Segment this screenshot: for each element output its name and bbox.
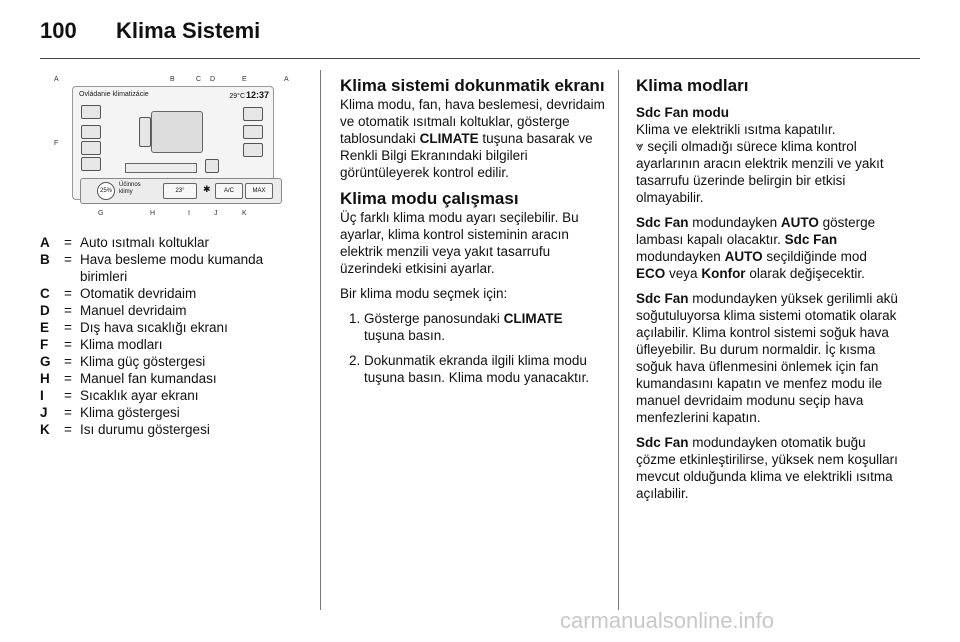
callout-a-left: A [54, 76, 59, 83]
legend-key: C [40, 286, 50, 301]
callout-e: E [242, 76, 247, 83]
legend-text: Klima modları [80, 337, 163, 352]
paragraph-intro [340, 96, 608, 181]
legend-eq: = [64, 337, 72, 352]
legend-text: Manuel devridaim [80, 303, 187, 318]
callout-f: F [54, 140, 59, 147]
status-bar [80, 178, 282, 204]
legend-key: F [40, 337, 49, 352]
callout-i: I [188, 210, 190, 217]
legend-row [40, 387, 310, 404]
legend-text: Sıcaklık ayar ekranı [80, 388, 199, 403]
legend-eq: = [64, 354, 72, 369]
column-divider-1 [320, 70, 321, 610]
mode-name: Sdc Fan [636, 215, 689, 230]
callout-k: K [242, 210, 247, 217]
header-rule [40, 58, 920, 59]
figure-legend [40, 234, 310, 438]
legend-eq: = [64, 422, 72, 437]
legend-row [40, 421, 310, 438]
legend-key: I [40, 388, 44, 403]
paragraph-modes: Üç farklı klima modu ayarı seçilebilir. Bu ayarlar, klima kontrol sisteminin aracın elektrik menzili veya yakıt tasarrufu üzerindeki etkisini ayarlar. [340, 210, 579, 276]
mode-button-3[interactable] [81, 157, 101, 171]
text: gösterge lambası kapalı olacaktır. [636, 215, 876, 247]
text: seçildiğinde mod [766, 249, 867, 264]
step-2: 2. Dokunmatik ekranda ilgili klima modu tuşuna basın. Klima modu yanacaktır. [364, 352, 608, 386]
legend-row [40, 370, 310, 387]
legend-eq: = [64, 405, 72, 420]
watermark: carmanualsonline.info [560, 608, 775, 633]
column-middle [340, 76, 608, 394]
section-heading-mode: Klima modu çalışması [340, 189, 519, 208]
legend-text: Isı durumu göstergesi [80, 422, 210, 437]
seat-heat-right-button[interactable] [243, 107, 263, 121]
legend-row [40, 353, 310, 370]
legend-eq: = [64, 235, 72, 250]
page-title: Klima Sistemi [116, 18, 261, 43]
climate-screen-figure [40, 74, 302, 222]
legend-key: G [40, 354, 51, 369]
auto-label: AUTO [724, 249, 763, 264]
text: modundayken otomatik buğu çözme etkinleştirilirse, yüksek nem koşulları mevcut olduğunda klima ve elektrikli ısıtma açılabilir. [636, 435, 898, 501]
legend-text: Klima göstergesi [80, 405, 180, 420]
callout-h: H [150, 210, 156, 217]
mode-name: Sdc Fan [784, 232, 838, 247]
steps-list [340, 310, 608, 386]
legend-row [40, 285, 310, 302]
climate-key-label: CLIMATE [503, 311, 563, 326]
manual-recirculation-button[interactable] [243, 143, 263, 157]
eco-label-text: ECO [636, 266, 666, 281]
spacer [636, 96, 898, 104]
legend-row [40, 251, 310, 285]
legend-key: E [40, 320, 50, 335]
auto-label: AUTO [780, 215, 819, 230]
seat-airflow-icon [151, 111, 203, 153]
callout-a-right: A [284, 76, 289, 83]
screen-title: Ovládanie klimatizácie [79, 91, 149, 98]
callout-g: G [98, 210, 104, 217]
legend-text: Dış hava sıcaklığı ekranı [80, 320, 228, 335]
climate-key-label: CLIMATE [419, 131, 479, 146]
section-heading-modes: Klima modları [636, 76, 749, 95]
text: seçili olmadığı sürece klima kontrol ayarlarının aracın elektrik menzili ve yakıt tasarrufu üzerinde belirgin bir etkisi olmayabilir. [636, 139, 884, 205]
eco-label: Účinnos klimy [119, 182, 141, 195]
mode-name: Sdc Fan [636, 291, 689, 306]
text: olarak değişecektir. [749, 266, 865, 281]
clock: 12:37 [245, 90, 269, 100]
callout-b: B [170, 76, 175, 83]
mode-name: Sdc Fan [636, 435, 689, 450]
text: modundayken yüksek gerilimli akü soğutuluyorsa klima sistemi otomatik olarak açılabilir. Klima kontrol sistemi soğuk hava üfleyebilir. Bu durum normaldir. İç kısma soğuk hava üflenmesini önlemek için fan kumandasını kapatın ve menfez modu ile manuel devridaim modunu seçip hava menfezlerini kapatın. [636, 291, 898, 425]
legend-eq: = [64, 388, 72, 403]
legend-row [40, 234, 310, 251]
mode-button-1[interactable] [81, 125, 101, 139]
text: modundayken [692, 215, 778, 230]
paragraph-select: Bir klima modu seçmek için: [340, 286, 508, 301]
page-header [40, 18, 920, 58]
legend-text: Manuel fan kumandası [80, 371, 217, 386]
temperature-display: 23° [163, 183, 197, 199]
callout-j: J [214, 210, 218, 217]
konfor-label: Konfor [701, 266, 746, 281]
seat-heat-left-button[interactable] [81, 105, 101, 119]
legend-key: D [40, 303, 50, 318]
paragraph-sdc-1 [636, 121, 898, 206]
fan-icon[interactable] [205, 159, 219, 173]
legend-key: K [40, 422, 50, 437]
paragraph-sdc-4 [636, 434, 898, 502]
legend-eq: = [64, 286, 72, 301]
fan-small-icon: ✱ [203, 184, 211, 194]
text: veya [669, 266, 698, 281]
section-heading-touchscreen: Klima sistemi dokunmatik ekranı [340, 76, 605, 95]
text: tuşuna basarak ve Renkli Bilgi Ekranındaki bilgileri görüntüleyerek kontrol edilir. [340, 131, 593, 180]
paragraph-sdc-2 [636, 214, 898, 282]
legend-text: Hava besleme modu kumanda birimleri [80, 252, 264, 284]
text: Gösterge panosundaki [364, 311, 500, 326]
text: Klima modu, fan, hava beslemesi, devridaim ve otomatik ısıtmalı koltuklar, gösterge tablosundaki [340, 97, 605, 146]
legend-eq: = [64, 252, 72, 267]
legend-key: B [40, 252, 50, 267]
legend-row [40, 302, 310, 319]
legend-text: Otomatik devridaim [80, 286, 197, 301]
fan-off-icon: ⩔ [636, 139, 644, 154]
text: tuşuna basın. [364, 328, 446, 343]
legend-row [40, 319, 310, 336]
legend-row [40, 404, 310, 421]
legend-key: A [40, 235, 50, 250]
auto-recirculation-button[interactable] [243, 125, 263, 139]
max-button[interactable]: MAX [245, 183, 273, 199]
text: modundayken [636, 249, 721, 264]
mode-button-2[interactable] [81, 141, 101, 155]
callout-c: C [196, 76, 202, 83]
column-right [636, 76, 898, 510]
legend-text: Klima güç göstergesi [80, 354, 206, 369]
paragraph-sdc-3 [636, 290, 898, 426]
text: Klima ve elektrikli ısıtma kapatılır. [636, 122, 836, 137]
page-number: 100 [40, 18, 77, 43]
outside-temp: 29°C [229, 93, 245, 100]
legend-row [40, 336, 310, 353]
ac-button[interactable]: A/C [215, 183, 243, 199]
step-1 [364, 310, 608, 344]
fan-slider[interactable] [125, 163, 197, 173]
legend-key: H [40, 371, 50, 386]
legend-eq: = [64, 320, 72, 335]
subheading-sdc-fan: Sdc Fan modu [636, 105, 730, 120]
power-gauge: 25% [97, 182, 115, 200]
legend-key: J [40, 405, 48, 420]
legend-eq: = [64, 371, 72, 386]
column-divider-2 [618, 70, 619, 610]
air-delivery-buttons[interactable] [139, 117, 151, 147]
callout-d: D [210, 76, 216, 83]
legend-eq: = [64, 303, 72, 318]
legend-text: Auto ısıtmalı koltuklar [80, 235, 210, 250]
